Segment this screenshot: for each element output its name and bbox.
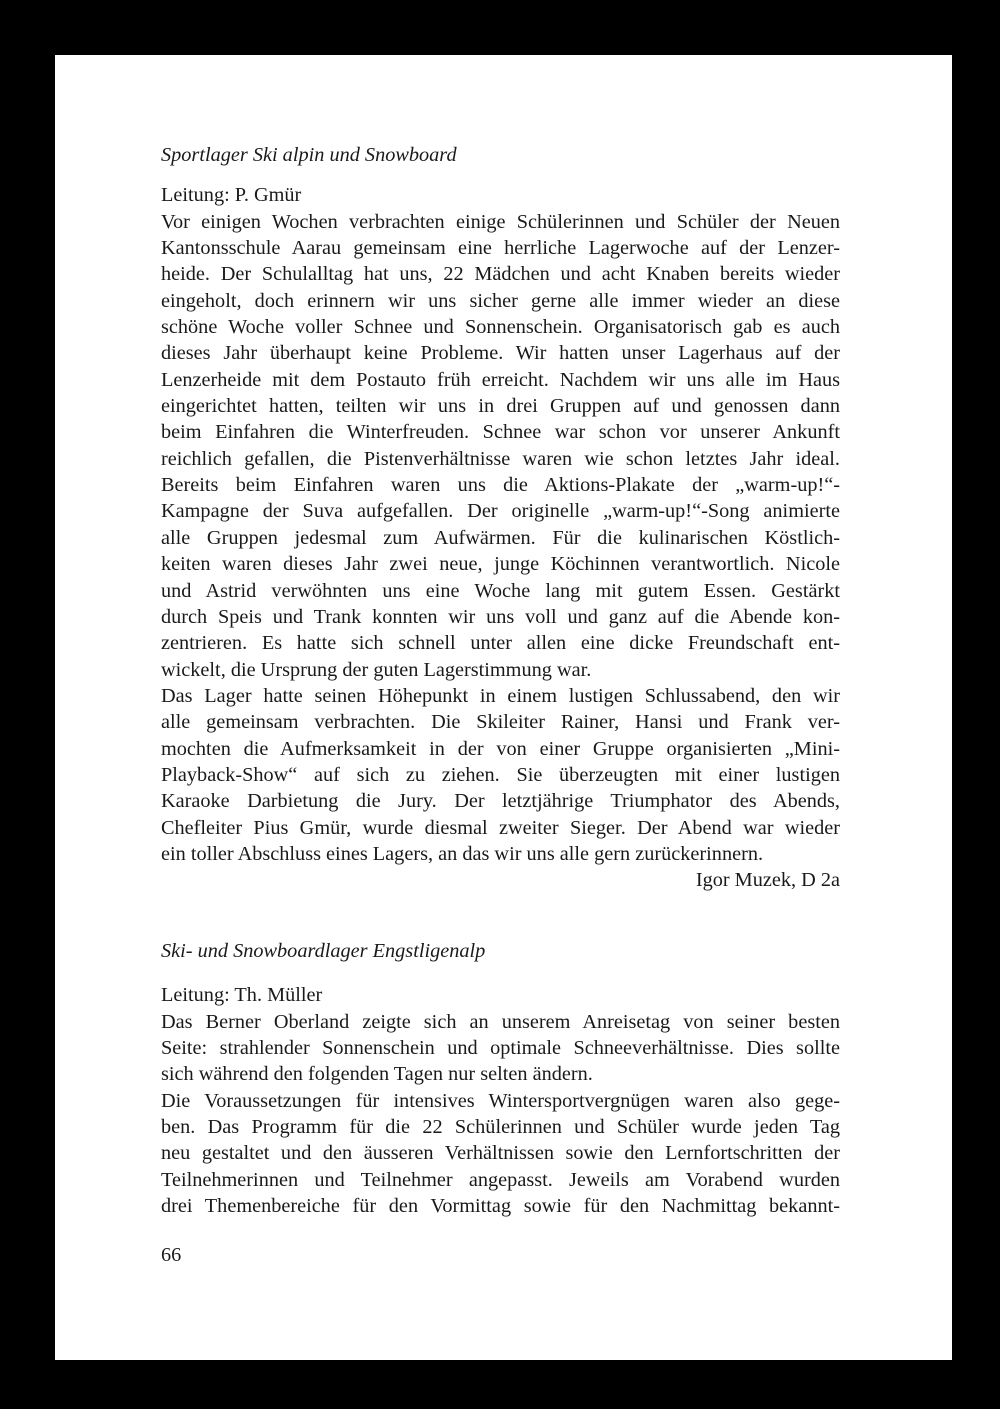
text-line: Vor einigen Wochen verbrachten einige Schülerinnen und Schüler der Neuen bbox=[161, 210, 840, 233]
text-line: dieses Jahr überhaupt keine Probleme. Wir hatten unser Lagerhaus auf der bbox=[161, 342, 840, 365]
text-line: beim Einfahren die Winterfreuden. Schnee war schon vor unserer Ankunft bbox=[161, 421, 840, 444]
paragraph bbox=[161, 1088, 840, 1220]
section-title: Sportlager Ski alpin und Snowboard bbox=[161, 144, 457, 166]
text-line: mochten die Aufmerksamkeit in der von einer Gruppe organisierten „Mini- bbox=[161, 737, 840, 760]
text-line: ein toller Abschluss eines Lagers, an das wir uns alle gern zurückerinnern. bbox=[161, 842, 764, 865]
text-line: Teilnehmerinnen und Teilnehmer angepasst. Jeweils am Vorabend wurden bbox=[161, 1168, 840, 1191]
paragraph bbox=[161, 1009, 840, 1088]
section-body bbox=[161, 1009, 840, 1220]
document-page bbox=[55, 55, 952, 1360]
text-line: ben. Das Programm für die 22 Schülerinnen und Schüler wurde jeden Tag bbox=[161, 1116, 840, 1139]
section-engstligenalp bbox=[161, 938, 840, 1219]
text-line: zentrieren. Es hatte sich schnell unter allen eine dicke Freundschaft ent- bbox=[161, 632, 840, 655]
paragraph bbox=[161, 209, 840, 683]
author-signature: Igor Muzek, D 2a bbox=[695, 869, 840, 891]
text-line: sich während den folgenden Tagen nur selten ändern. bbox=[161, 1063, 593, 1086]
text-line: Seite: strahlender Sonnenschein und optimale Schneeverhältnisse. Dies sollte bbox=[161, 1037, 840, 1060]
text-line: wickelt, die Ursprung der guten Lagerstimmung war. bbox=[161, 658, 592, 681]
section-body bbox=[161, 209, 840, 868]
text-line: alle gemeinsam verbrachten. Die Skileiter Rainer, Hansi und Frank ver- bbox=[161, 711, 840, 734]
section-leitung: Leitung: Th. Müller bbox=[161, 984, 323, 1007]
text-line: schöne Woche voller Schnee und Sonnenschein. Organisatorisch gab es auch bbox=[161, 316, 840, 339]
text-line: Bereits beim Einfahren waren uns die Aktions-Plakate der „warm-up!“- bbox=[161, 474, 840, 497]
text-line: Lenzerheide mit dem Postauto früh erreicht. Nachdem wir uns alle im Haus bbox=[161, 368, 840, 391]
text-line: drei Themenbereiche für den Vormittag sowie für den Nachmittag bekannt- bbox=[161, 1195, 840, 1218]
text-line: Das Lager hatte seinen Höhepunkt in einem lustigen Schlussabend, den wir bbox=[161, 684, 840, 707]
text-line: Kantonsschule Aarau gemeinsam eine herrliche Lagerwoche auf der Lenzer- bbox=[161, 237, 840, 260]
section-leitung: Leitung: P. Gmür bbox=[161, 184, 302, 207]
text-line: heide. Der Schulalltag hat uns, 22 Mädchen und acht Knaben bereits wieder bbox=[161, 263, 840, 286]
section-title: Ski- und Snowboardlager Engstligenalp bbox=[161, 940, 486, 962]
paragraph bbox=[161, 683, 840, 867]
text-line: Das Berner Oberland zeigte sich an unserem Anreisetag von seiner besten bbox=[161, 1010, 840, 1033]
section-sportlager bbox=[161, 142, 840, 867]
text-line: keiten waren dieses Jahr zwei neue, junge Köchinnen verantwortlich. Nicole bbox=[161, 553, 840, 576]
text-line: neu gestaltet und den äusseren Verhältnissen sowie den Lernfortschritten der bbox=[161, 1142, 840, 1165]
text-line: Karaoke Darbietung die Jury. Der letztjährige Triumphator des Abends, bbox=[161, 790, 840, 813]
text-line: durch Speis und Trank konnten wir uns voll und ganz auf die Abende kon- bbox=[161, 605, 840, 628]
text-line: Playback-Show“ auf sich zu ziehen. Sie überzeugten mit einer lustigen bbox=[161, 763, 840, 786]
text-line: Die Voraussetzungen für intensives Wintersportvergnügen waren also gege- bbox=[161, 1089, 840, 1112]
text-line: eingerichtet hatten, teilten wir uns in drei Gruppen auf und genossen dann bbox=[161, 395, 840, 418]
text-line: Kampagne der Suva aufgefallen. Der originelle „warm-up!“-Song animierte bbox=[161, 500, 840, 523]
text-line: eingeholt, doch erinnern wir uns sicher gerne alle immer wieder an diese bbox=[161, 289, 840, 312]
text-line: Chefleiter Pius Gmür, wurde diesmal zweiter Sieger. Der Abend war wieder bbox=[161, 816, 840, 839]
page-number: 66 bbox=[161, 1244, 182, 1266]
text-line: und Astrid verwöhnten uns eine Woche lang mit gutem Essen. Gestärkt bbox=[161, 579, 840, 602]
text-line: alle Gruppen jedesmal zum Aufwärmen. Für die kulinarischen Köstlich- bbox=[161, 526, 840, 549]
text-line: reichlich gefallen, die Pistenverhältnisse waren wie schon letztes Jahr ideal. bbox=[161, 447, 840, 470]
